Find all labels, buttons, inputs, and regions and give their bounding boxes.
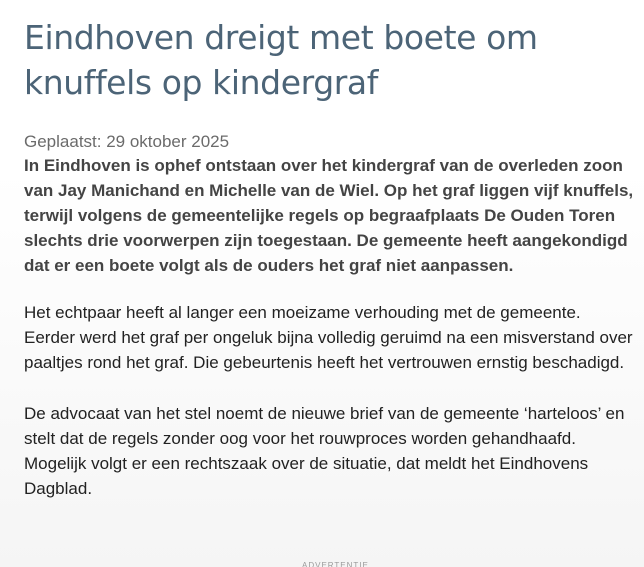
post-date: Geplaatst: 29 oktober 2025: [24, 132, 230, 151]
advertisement-label: ADVERTENTIE: [302, 561, 369, 567]
article-title: Eindhoven dreigt met boete om knuffels op kindergraf: [24, 18, 538, 102]
article-paragraph: Het echtpaar heeft al langer een moeizame verhouding met de gemeente. Eerder werd het graf per ongeluk bijna volledig geruimd na een misverstand over paaltjes rond het graf. Die gebeurtenis heeft het vertrouwen ernstig beschadigd.: [24, 303, 633, 372]
article-paragraph: De advocaat van het stel noemt de nieuwe brief van de gemeente ‘harteloos’ en stelt dat de regels zonder oog voor het rouwproces worden gehandhaafd. Mogelijk volgt er een rechtszaak over de situatie, dat meldt het Eindhovens Dagblad.: [24, 404, 625, 498]
article-lead: In Eindhoven is ophef ontstaan over het kindergraf van de overleden zoon van Jay Manichand en Michelle van de Wiel. Op het graf liggen vijf knuffels, terwijl volgens de gemeentelijke regels op begraafplaats De Ouden Toren slechts drie voorwerpen zijn toegestaan. De gemeente heeft aangekondigd dat er een boete volgt als de ouders het graf niet aanpassen.: [24, 156, 634, 275]
